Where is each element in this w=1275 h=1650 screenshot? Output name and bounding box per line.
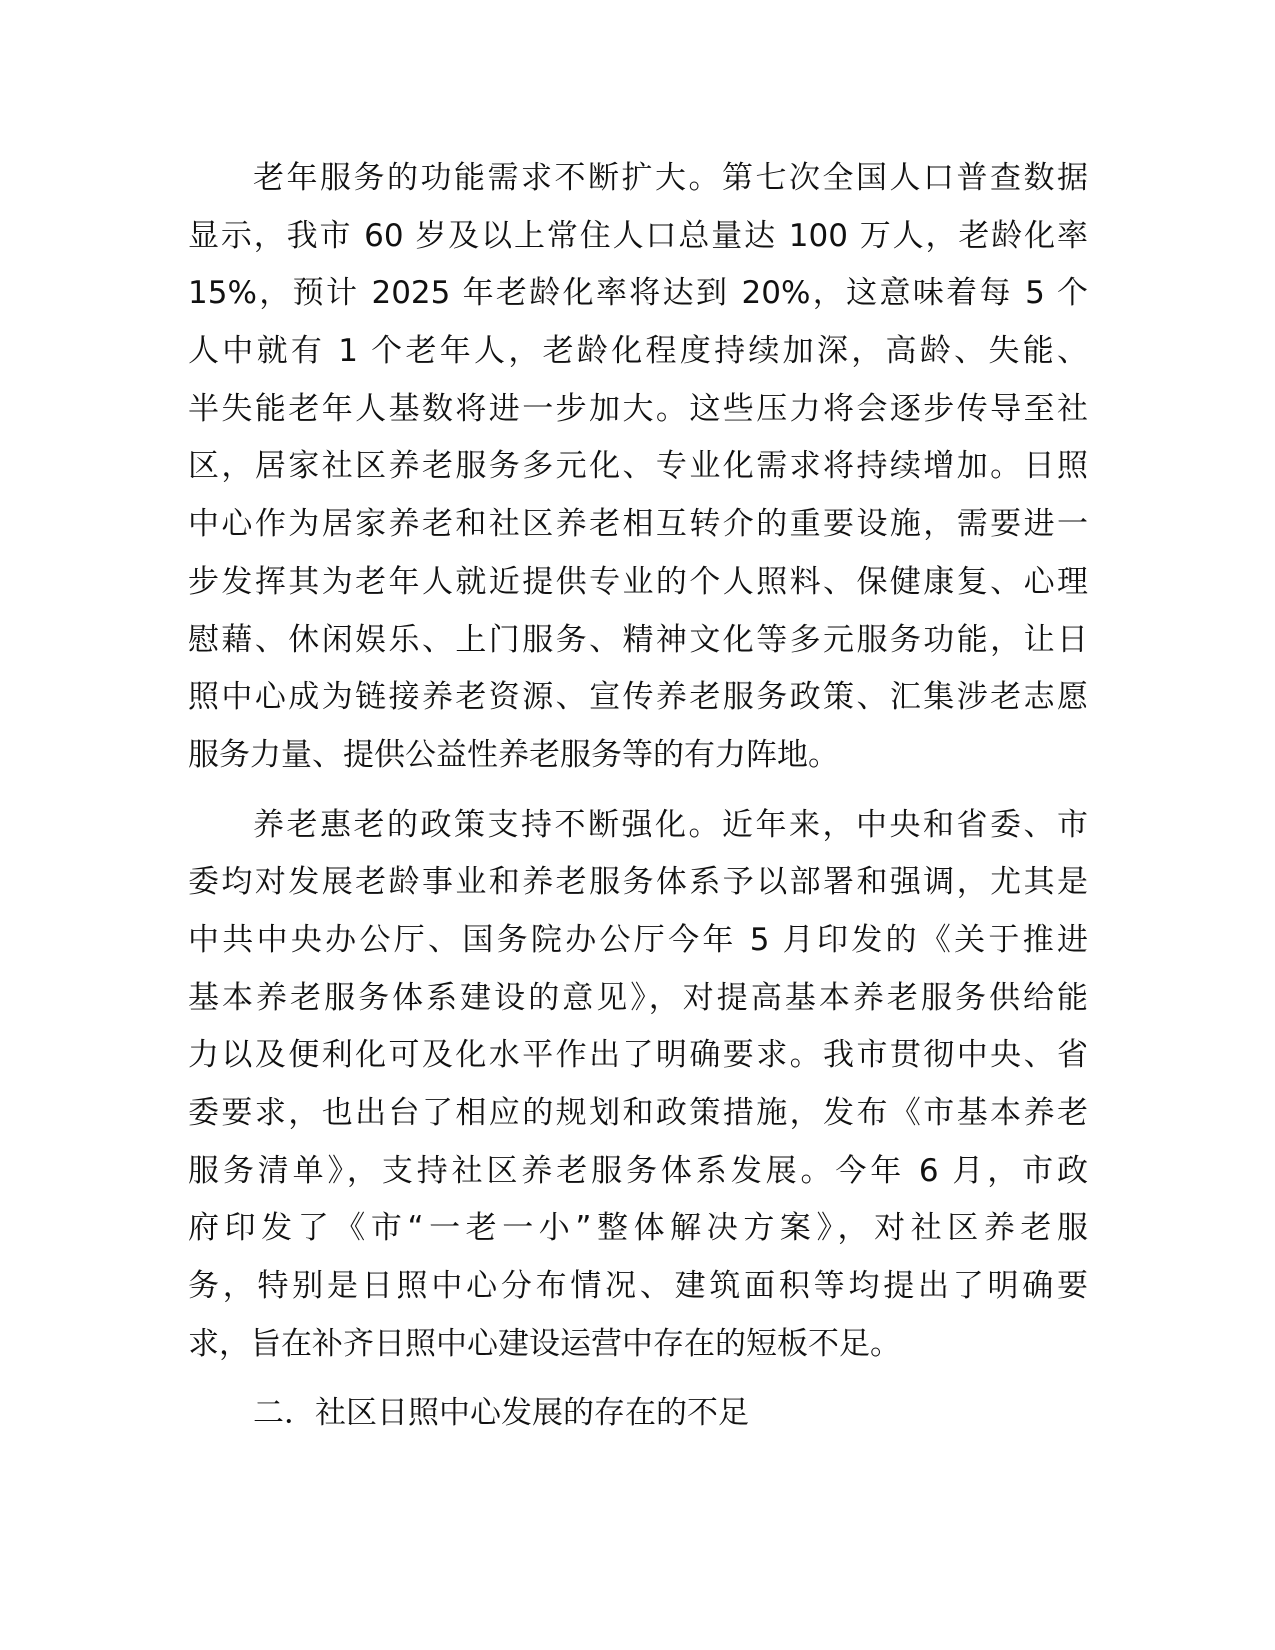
text-line: 步发挥其为老年人就近提供专业的个人照料、保健康复、心理 [188,563,1088,600]
document-body [188,150,1088,1443]
text-line: 府印发了《市“一老一小”整体解决方案》，对社区养老服 [188,1210,1088,1247]
text-line: 求，旨在补齐日照中心建设运营中存在的短板不足。 [188,1325,901,1362]
text-line: 中共中央办公厅、国务院办公厅今年 5 月印发的《关于推进 [188,921,1088,958]
text-line: 15%，预计 2025 年老龄化率将达到 20%，这意味着每 5 个 [188,275,1088,312]
text-line: 显示，我市 60 岁及以上常住人口总量达 100 万人，老龄化率 [188,217,1088,254]
text-line: 人中就有 1 个老年人，老龄化程度持续加深，高龄、失能、 [188,333,1088,370]
paragraph-elderly-service-demand [188,150,1088,785]
text-line: 半失能老年人基数将进一步加大。这些压力将会逐步传导至社 [188,390,1088,427]
text-line: 养老惠老的政策支持不断强化。近年来，中央和省委、市 [253,806,1088,843]
section-heading-text: 二．社区日照中心发展的存在的不足 [253,1395,749,1432]
text-line: 力以及便利化可及化水平作出了明确要求。我市贯彻中央、省 [188,1037,1088,1074]
section-heading [188,1385,1088,1443]
paragraph-policy-support [188,797,1088,1374]
text-line: 中心作为居家养老和社区养老相互转介的重要设施，需要进一 [188,506,1088,543]
text-line: 委均对发展老龄事业和养老服务体系予以部署和强调，尤其是 [188,864,1088,901]
text-line: 区，居家社区养老服务多元化、专业化需求将持续增加。日照 [188,448,1088,485]
text-line: 委要求，也出台了相应的规划和政策措施，发布《市基本养老 [188,1095,1088,1131]
text-line: 服务力量、提供公益性养老服务等的有力阵地。 [188,736,839,773]
text-line: 慰藉、休闲娱乐、上门服务、精神文化等多元服务功能，让日 [188,621,1088,658]
text-line: 照中心成为链接养老资源、宣传养老服务政策、汇集涉老志愿 [188,679,1088,716]
text-line: 服务清单》，支持社区养老服务体系发展。今年 6 月，市政 [188,1152,1088,1189]
text-line: 务，特别是日照中心分布情况、建筑面积等均提出了明确要 [188,1268,1088,1305]
text-line: 基本养老服务体系建设的意见》，对提高基本养老服务供给能 [188,979,1088,1016]
text-line: 老年服务的功能需求不断扩大。第七次全国人口普查数据 [253,160,1088,196]
